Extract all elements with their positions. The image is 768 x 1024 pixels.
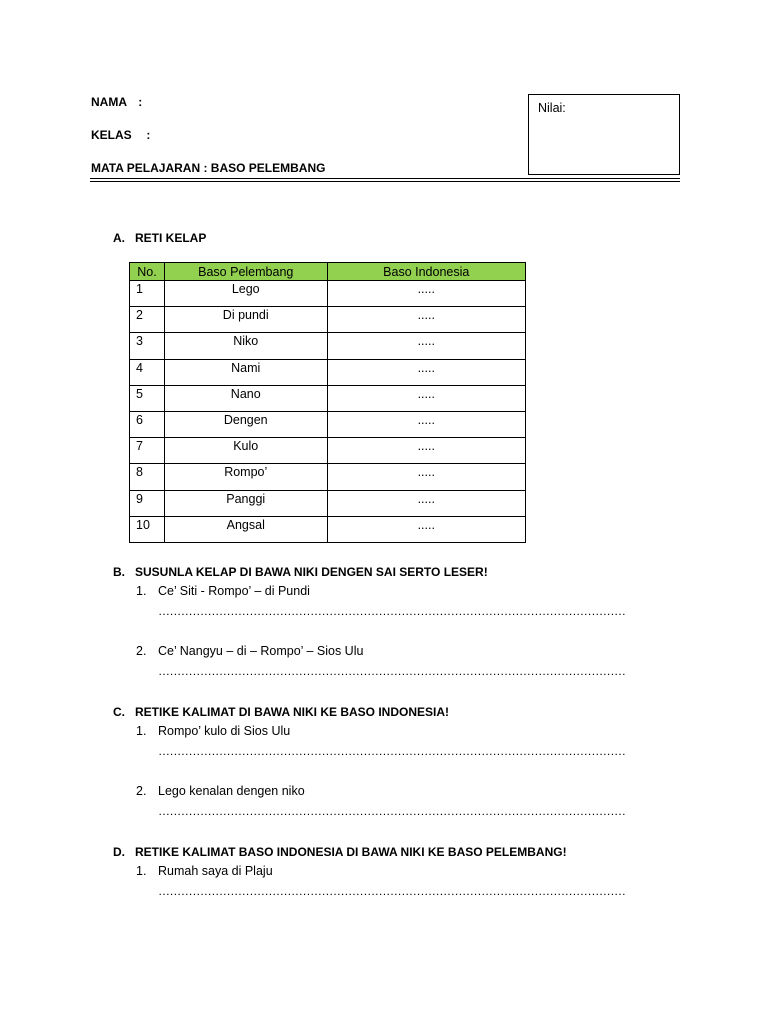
- table-row: [130, 281, 526, 307]
- word-indonesia: .....: [327, 516, 525, 542]
- word-pelembang: Panggi: [164, 490, 327, 516]
- answer-line[interactable]: ……………………………………………………………………………………………………………: [158, 604, 626, 618]
- section-d-letter: D.: [113, 845, 125, 859]
- question-text: Ce’ Siti - Rompo’ – di Pundi: [158, 584, 310, 598]
- vocabulary-table: [129, 262, 526, 543]
- word-indonesia: .....: [327, 281, 525, 307]
- section-b-heading: [113, 565, 488, 579]
- section-c-title: RETIKE KALIMAT DI BAWA NIKI KE BASO INDONESIA!: [135, 705, 450, 719]
- word-pelembang: Kulo: [164, 438, 327, 464]
- row-number: 10: [130, 516, 165, 542]
- table-row: [130, 411, 526, 437]
- word-pelembang: Di pundi: [164, 307, 327, 333]
- score-label: Nilai:: [538, 101, 566, 115]
- word-pelembang: Lego: [164, 281, 327, 307]
- word-pelembang: Rompo’: [164, 464, 327, 490]
- table-row: [130, 516, 526, 542]
- table-row: [130, 359, 526, 385]
- row-number: 1: [130, 281, 165, 307]
- answer-line[interactable]: ……………………………………………………………………………………………………………: [158, 664, 626, 678]
- section-d-heading: [113, 845, 567, 859]
- row-number: 5: [130, 385, 165, 411]
- section-a-heading: [113, 231, 206, 245]
- section-a-title: RETI KELAP: [135, 231, 207, 245]
- row-number: 2: [130, 307, 165, 333]
- row-number: 3: [130, 333, 165, 359]
- word-pelembang: Nami: [164, 359, 327, 385]
- word-pelembang: Nano: [164, 385, 327, 411]
- column-header-baso-pelembang: Baso Pelembang: [164, 263, 327, 281]
- header-rule-top: [90, 178, 680, 179]
- row-number: 4: [130, 359, 165, 385]
- table-header-row: [130, 263, 526, 281]
- section-d-title: RETIKE KALIMAT BASO INDONESIA DI BAWA NIKI KE BASO PELEMBANG!: [135, 845, 567, 859]
- class-label: KELAS: [91, 128, 132, 142]
- table-row: [130, 307, 526, 333]
- section-b-title: SUSUNLA KELAP DI BAWA NIKI DENGEN SAI SERTO LESER!: [135, 565, 488, 579]
- table-row: [130, 490, 526, 516]
- question-b2: [136, 644, 363, 658]
- word-indonesia: .....: [327, 438, 525, 464]
- header-rule-bottom: [90, 181, 680, 182]
- question-number: 2.: [136, 784, 147, 798]
- name-field: [91, 95, 142, 109]
- section-a-letter: A.: [113, 231, 125, 245]
- name-label: NAMA: [91, 95, 127, 109]
- answer-line[interactable]: ……………………………………………………………………………………………………………: [158, 744, 626, 758]
- section-c-heading: [113, 705, 449, 719]
- column-header-no: No.: [130, 263, 165, 281]
- question-c1: [136, 724, 290, 738]
- question-c2: [136, 784, 305, 798]
- class-colon: :: [146, 128, 151, 142]
- subject-field: MATA PELAJARAN : BASO PELEMBANG: [91, 161, 326, 175]
- table-row: [130, 385, 526, 411]
- answer-line[interactable]: ……………………………………………………………………………………………………………: [158, 884, 626, 898]
- question-text: Rompo’ kulo di Sios Ulu: [158, 724, 291, 738]
- word-pelembang: Angsal: [164, 516, 327, 542]
- word-indonesia: .....: [327, 307, 525, 333]
- table-row: [130, 464, 526, 490]
- word-indonesia: .....: [327, 385, 525, 411]
- row-number: 8: [130, 464, 165, 490]
- word-indonesia: .....: [327, 359, 525, 385]
- section-b-letter: B.: [113, 565, 125, 579]
- question-number: 1.: [136, 584, 147, 598]
- answer-line[interactable]: ……………………………………………………………………………………………………………: [158, 804, 626, 818]
- word-pelembang: Dengen: [164, 411, 327, 437]
- word-indonesia: .....: [327, 411, 525, 437]
- word-indonesia: .....: [327, 333, 525, 359]
- score-box: [528, 94, 680, 175]
- row-number: 7: [130, 438, 165, 464]
- word-indonesia: .....: [327, 464, 525, 490]
- row-number: 9: [130, 490, 165, 516]
- column-header-baso-indonesia: Baso Indonesia: [327, 263, 525, 281]
- question-number: 1.: [136, 724, 147, 738]
- question-d1: [136, 864, 273, 878]
- word-indonesia: .....: [327, 490, 525, 516]
- row-number: 6: [130, 411, 165, 437]
- question-number: 2.: [136, 644, 147, 658]
- question-text: Lego kenalan dengen niko: [158, 784, 305, 798]
- word-pelembang: Niko: [164, 333, 327, 359]
- class-field: [91, 128, 150, 142]
- question-text: Ce’ Nangyu – di – Rompo’ – Sios Ulu: [158, 644, 364, 658]
- table-row: [130, 333, 526, 359]
- table-row: [130, 438, 526, 464]
- name-colon: :: [138, 95, 143, 109]
- question-number: 1.: [136, 864, 147, 878]
- question-b1: [136, 584, 310, 598]
- question-text: Rumah saya di Plaju: [158, 864, 273, 878]
- section-c-letter: C.: [113, 705, 125, 719]
